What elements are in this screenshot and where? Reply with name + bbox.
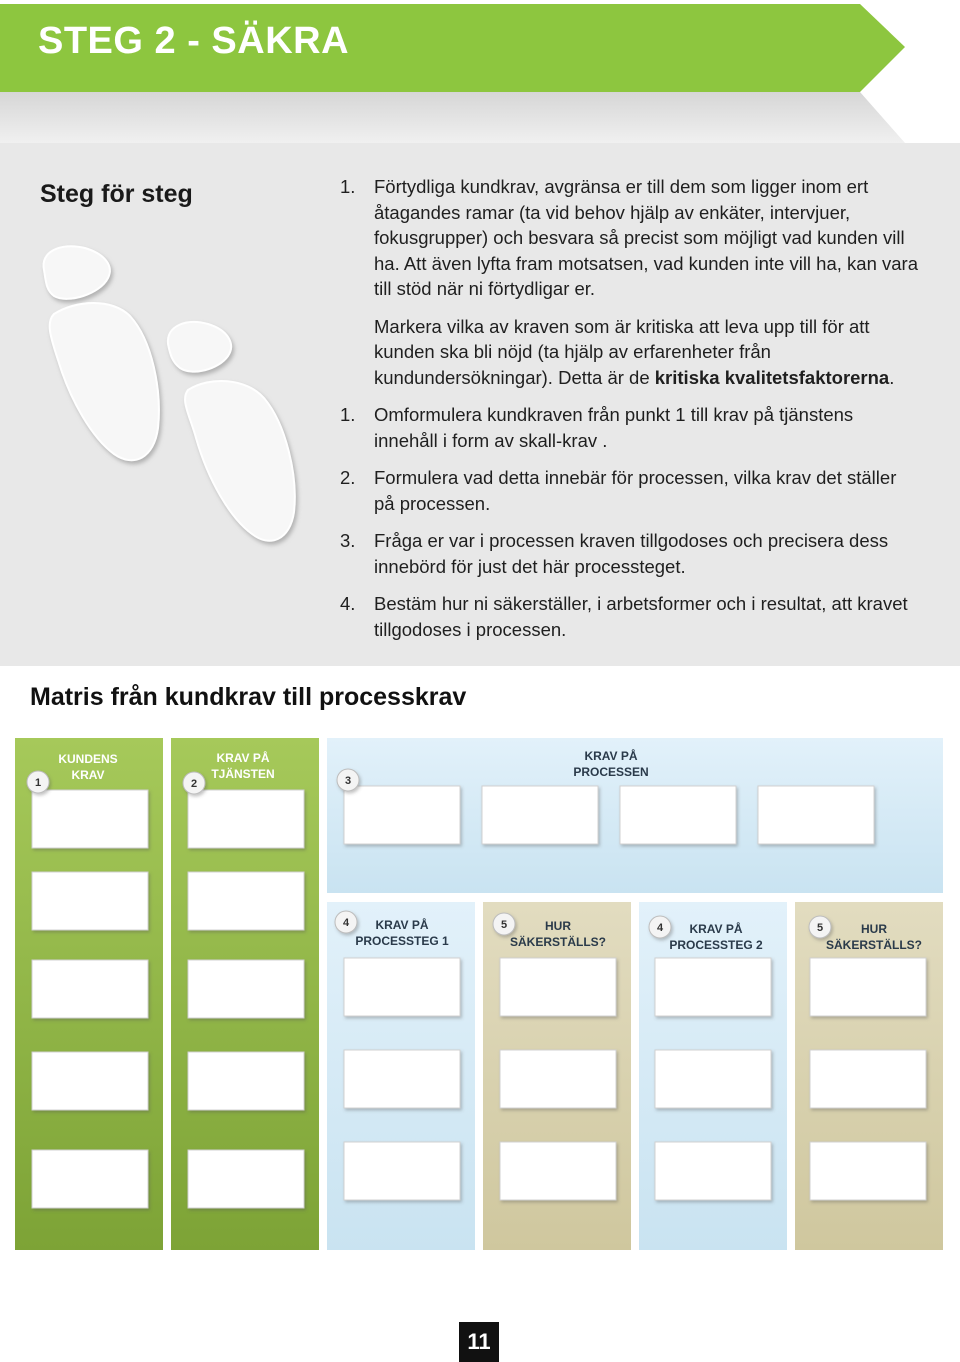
step-item: [340, 402, 920, 453]
matrix-card: [482, 786, 598, 844]
matrix-card: [500, 1050, 616, 1108]
column-title-line: KRAV PÅ: [689, 922, 743, 936]
column-title-line: KRAV PÅ: [375, 918, 429, 932]
matrix-card: [32, 1052, 148, 1110]
page-title: STEG 2 - SÄKRA: [38, 20, 350, 62]
column-title-line: TJÄNSTEN: [211, 767, 275, 781]
matrix-card: [810, 1050, 926, 1108]
matrix-card: [188, 1052, 304, 1110]
step-text: Fråga er var i processen kraven tillgodoses och precisera dess innebörd för just det här processteget.: [374, 530, 889, 577]
paragraph-end: .: [889, 366, 895, 388]
column-number: 1: [34, 777, 42, 789]
matrix-card: [620, 786, 736, 844]
column-title-line: SÄKERSTÄLLS?: [826, 938, 922, 952]
matrix-card: [655, 958, 771, 1016]
column-number: 4: [656, 922, 664, 934]
step-item: [340, 591, 920, 642]
column-title-line: KRAV PÅ: [584, 749, 638, 763]
column-title-line: SÄKERSTÄLLS?: [510, 935, 606, 949]
column-title-line: PROCESSTEG 1: [355, 934, 449, 948]
step-number: 4.: [340, 593, 356, 614]
step-number: 1.: [340, 404, 356, 425]
step-text: Formulera vad detta innebär för processen, vilka krav det ställer på processen.: [374, 467, 897, 514]
critical-factors-paragraph: [374, 314, 920, 391]
column-number: 5: [816, 922, 824, 934]
matrix-card: [32, 1150, 148, 1208]
matrix-card: [344, 1142, 460, 1200]
matrix-card: [344, 1050, 460, 1108]
matrix-heading: Matris från kundkrav till processkrav: [30, 683, 467, 711]
step-number: 2.: [340, 467, 356, 488]
matrix-card: [655, 1142, 771, 1200]
matrix-card: [500, 1142, 616, 1200]
steps-content: [340, 174, 920, 654]
matrix-card: [188, 960, 304, 1018]
matrix-card: [188, 872, 304, 930]
matrix-card: [810, 958, 926, 1016]
page-number: 11: [459, 1322, 499, 1362]
column-number: 4: [342, 917, 350, 929]
step-number: 3.: [340, 530, 356, 551]
matrix-card: [344, 958, 460, 1016]
paragraph-text: Markera vilka av kraven som är kritiska att leva upp till för att kunden ska bli nöjd (ta hjälp av erfarenheter från kundundersökningar). Detta är de: [374, 315, 870, 388]
footprints-icon: [30, 240, 320, 560]
column-title-line: HUR: [545, 919, 571, 933]
column-title-line: PROCESSTEG 2: [669, 938, 763, 952]
column-title-line: KRAV: [71, 768, 105, 782]
step-number: 1.: [340, 176, 356, 197]
step-item: [340, 465, 920, 516]
matrix-card: [758, 786, 874, 844]
column-title-line: PROCESSEN: [573, 765, 649, 779]
matrix-diagram: [0, 720, 960, 1280]
step-text: Omformulera kundkraven från punkt 1 till krav på tjänstens innehåll i form av skall-krav .: [374, 404, 854, 451]
matrix-card: [188, 1150, 304, 1208]
column-number: 2: [190, 778, 198, 790]
steps-heading: Steg för steg: [40, 180, 193, 208]
matrix-card: [32, 872, 148, 930]
step-item: [340, 528, 920, 579]
matrix-card: [500, 958, 616, 1016]
matrix-card: [32, 960, 148, 1018]
step-text: Bestäm hur ni säkerställer, i arbetsformer och i resultat, att kravet tillgodoses i processen.: [374, 593, 908, 640]
step-item: [340, 174, 920, 302]
column-title-line: KRAV PÅ: [216, 751, 270, 765]
column-title-line: HUR: [861, 922, 887, 936]
matrix-card: [188, 790, 304, 848]
paragraph-bold-term: kritiska kvalitetsfaktorerna: [654, 366, 890, 388]
column-number: 5: [500, 919, 508, 931]
matrix-card: [32, 790, 148, 848]
step-text: Förtydliga kundkrav, avgränsa er till dem som ligger inom ert åtagandes ramar (ta vid behov hjälp av enkäter, intervjuer, fokusgrupper) och besvara så precist som möjligt vad kunden vill ha. Att även lyfta fram motsatsen, vad kunden inte vill ha, kan vara till stöd när ni förtydligar er.: [374, 176, 918, 299]
column-number: 3: [344, 775, 352, 787]
matrix-card: [344, 786, 460, 844]
column-title-line: KUNDENS: [58, 752, 118, 766]
matrix-card: [655, 1050, 771, 1108]
matrix-card: [810, 1142, 926, 1200]
